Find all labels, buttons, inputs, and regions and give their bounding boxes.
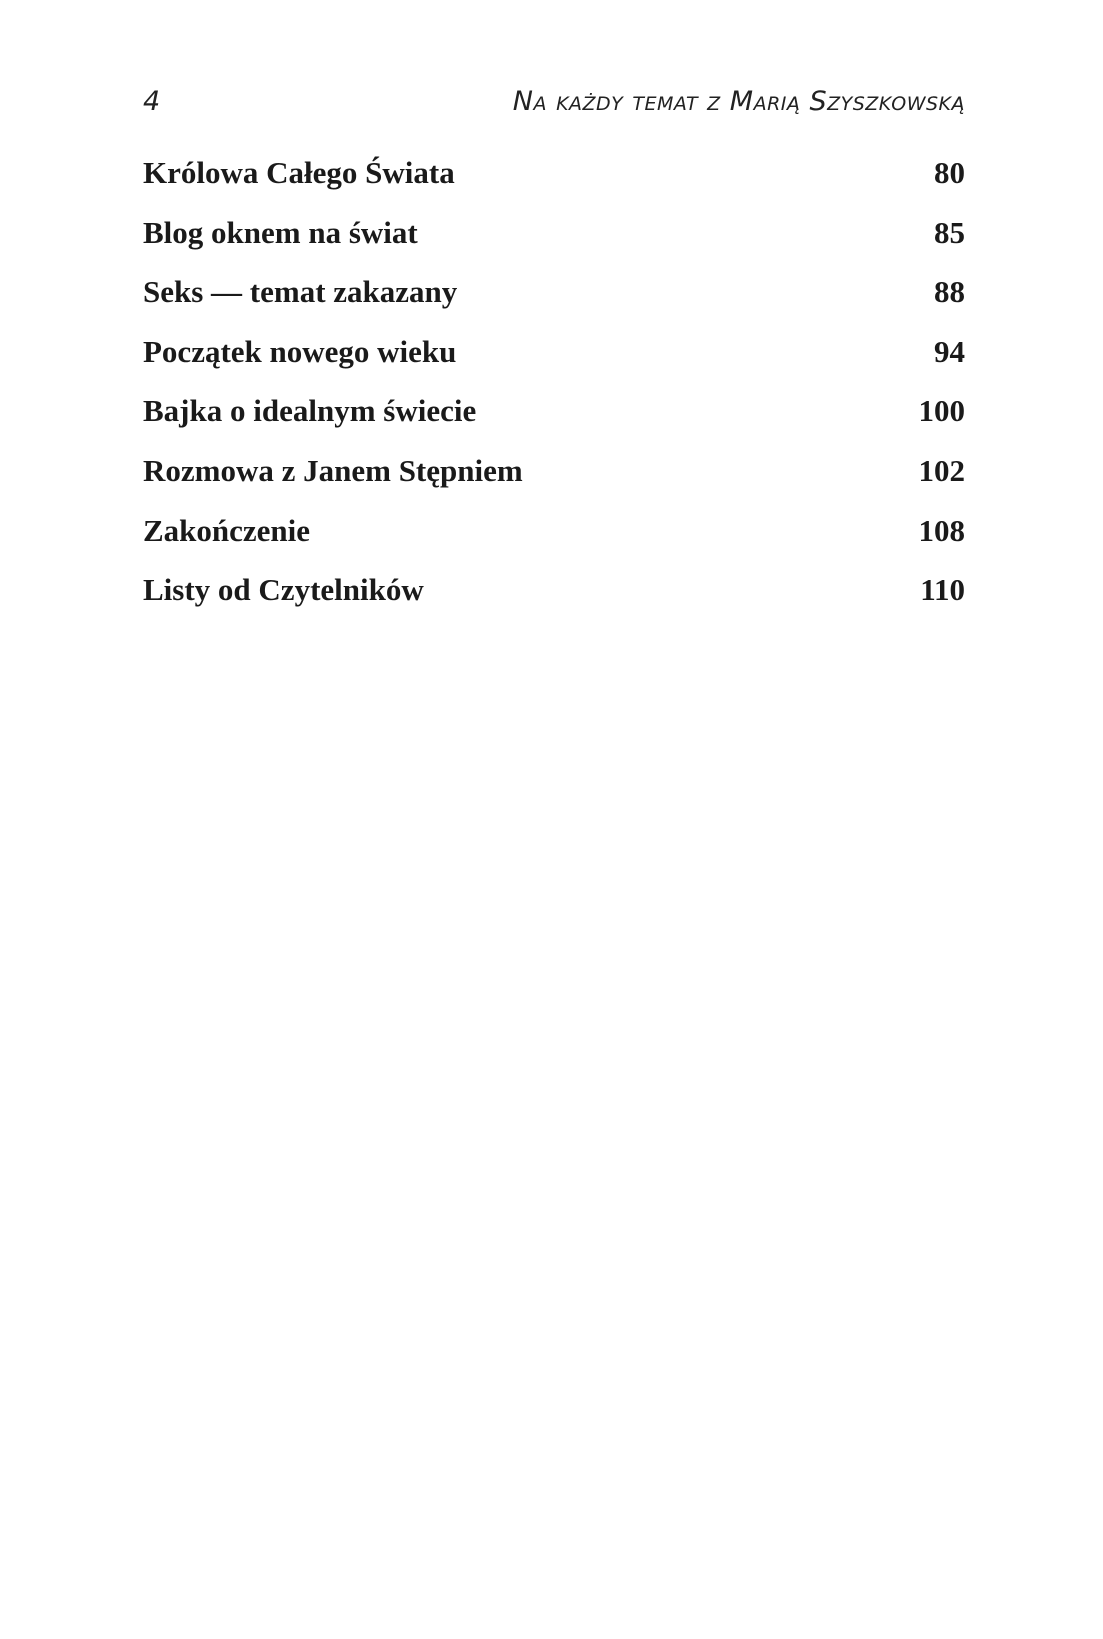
toc-entry-page: 85 bbox=[934, 214, 965, 250]
toc-entry-page: 110 bbox=[920, 572, 965, 608]
running-title: Na każdy temat z Marią Szyszkowską bbox=[512, 86, 965, 117]
toc-entry-page: 108 bbox=[918, 512, 965, 548]
toc-entry bbox=[143, 208, 965, 268]
toc-entry bbox=[143, 386, 965, 446]
toc-entry-title: Seks — temat zakazany bbox=[143, 274, 458, 310]
toc-entry bbox=[143, 565, 965, 625]
toc-entry-page: 80 bbox=[934, 155, 965, 190]
toc-entry-page: 102 bbox=[918, 452, 965, 488]
page-header bbox=[143, 82, 965, 122]
toc-entry bbox=[143, 267, 965, 327]
page-number: 4 bbox=[143, 86, 161, 117]
toc-entry-page: 88 bbox=[934, 274, 965, 310]
toc-entry-title: Blog oknem na świat bbox=[143, 214, 418, 250]
table-of-contents bbox=[143, 148, 965, 625]
toc-entry bbox=[143, 327, 965, 387]
toc-entry-title: Bajka o idealnym świecie bbox=[143, 393, 477, 429]
toc-entry bbox=[143, 446, 965, 506]
toc-entry-title: Królowa Całego Świata bbox=[143, 155, 455, 190]
toc-entry-page: 94 bbox=[934, 333, 965, 369]
toc-entry-title: Rozmowa z Janem Stępniem bbox=[143, 452, 523, 488]
toc-entry bbox=[143, 506, 965, 566]
toc-entry bbox=[143, 148, 965, 208]
toc-entry-page: 100 bbox=[918, 393, 965, 429]
toc-entry-title: Zakończenie bbox=[143, 512, 311, 548]
toc-entry-title: Listy od Czytelników bbox=[143, 572, 424, 608]
toc-entry-title: Początek nowego wieku bbox=[143, 333, 457, 369]
